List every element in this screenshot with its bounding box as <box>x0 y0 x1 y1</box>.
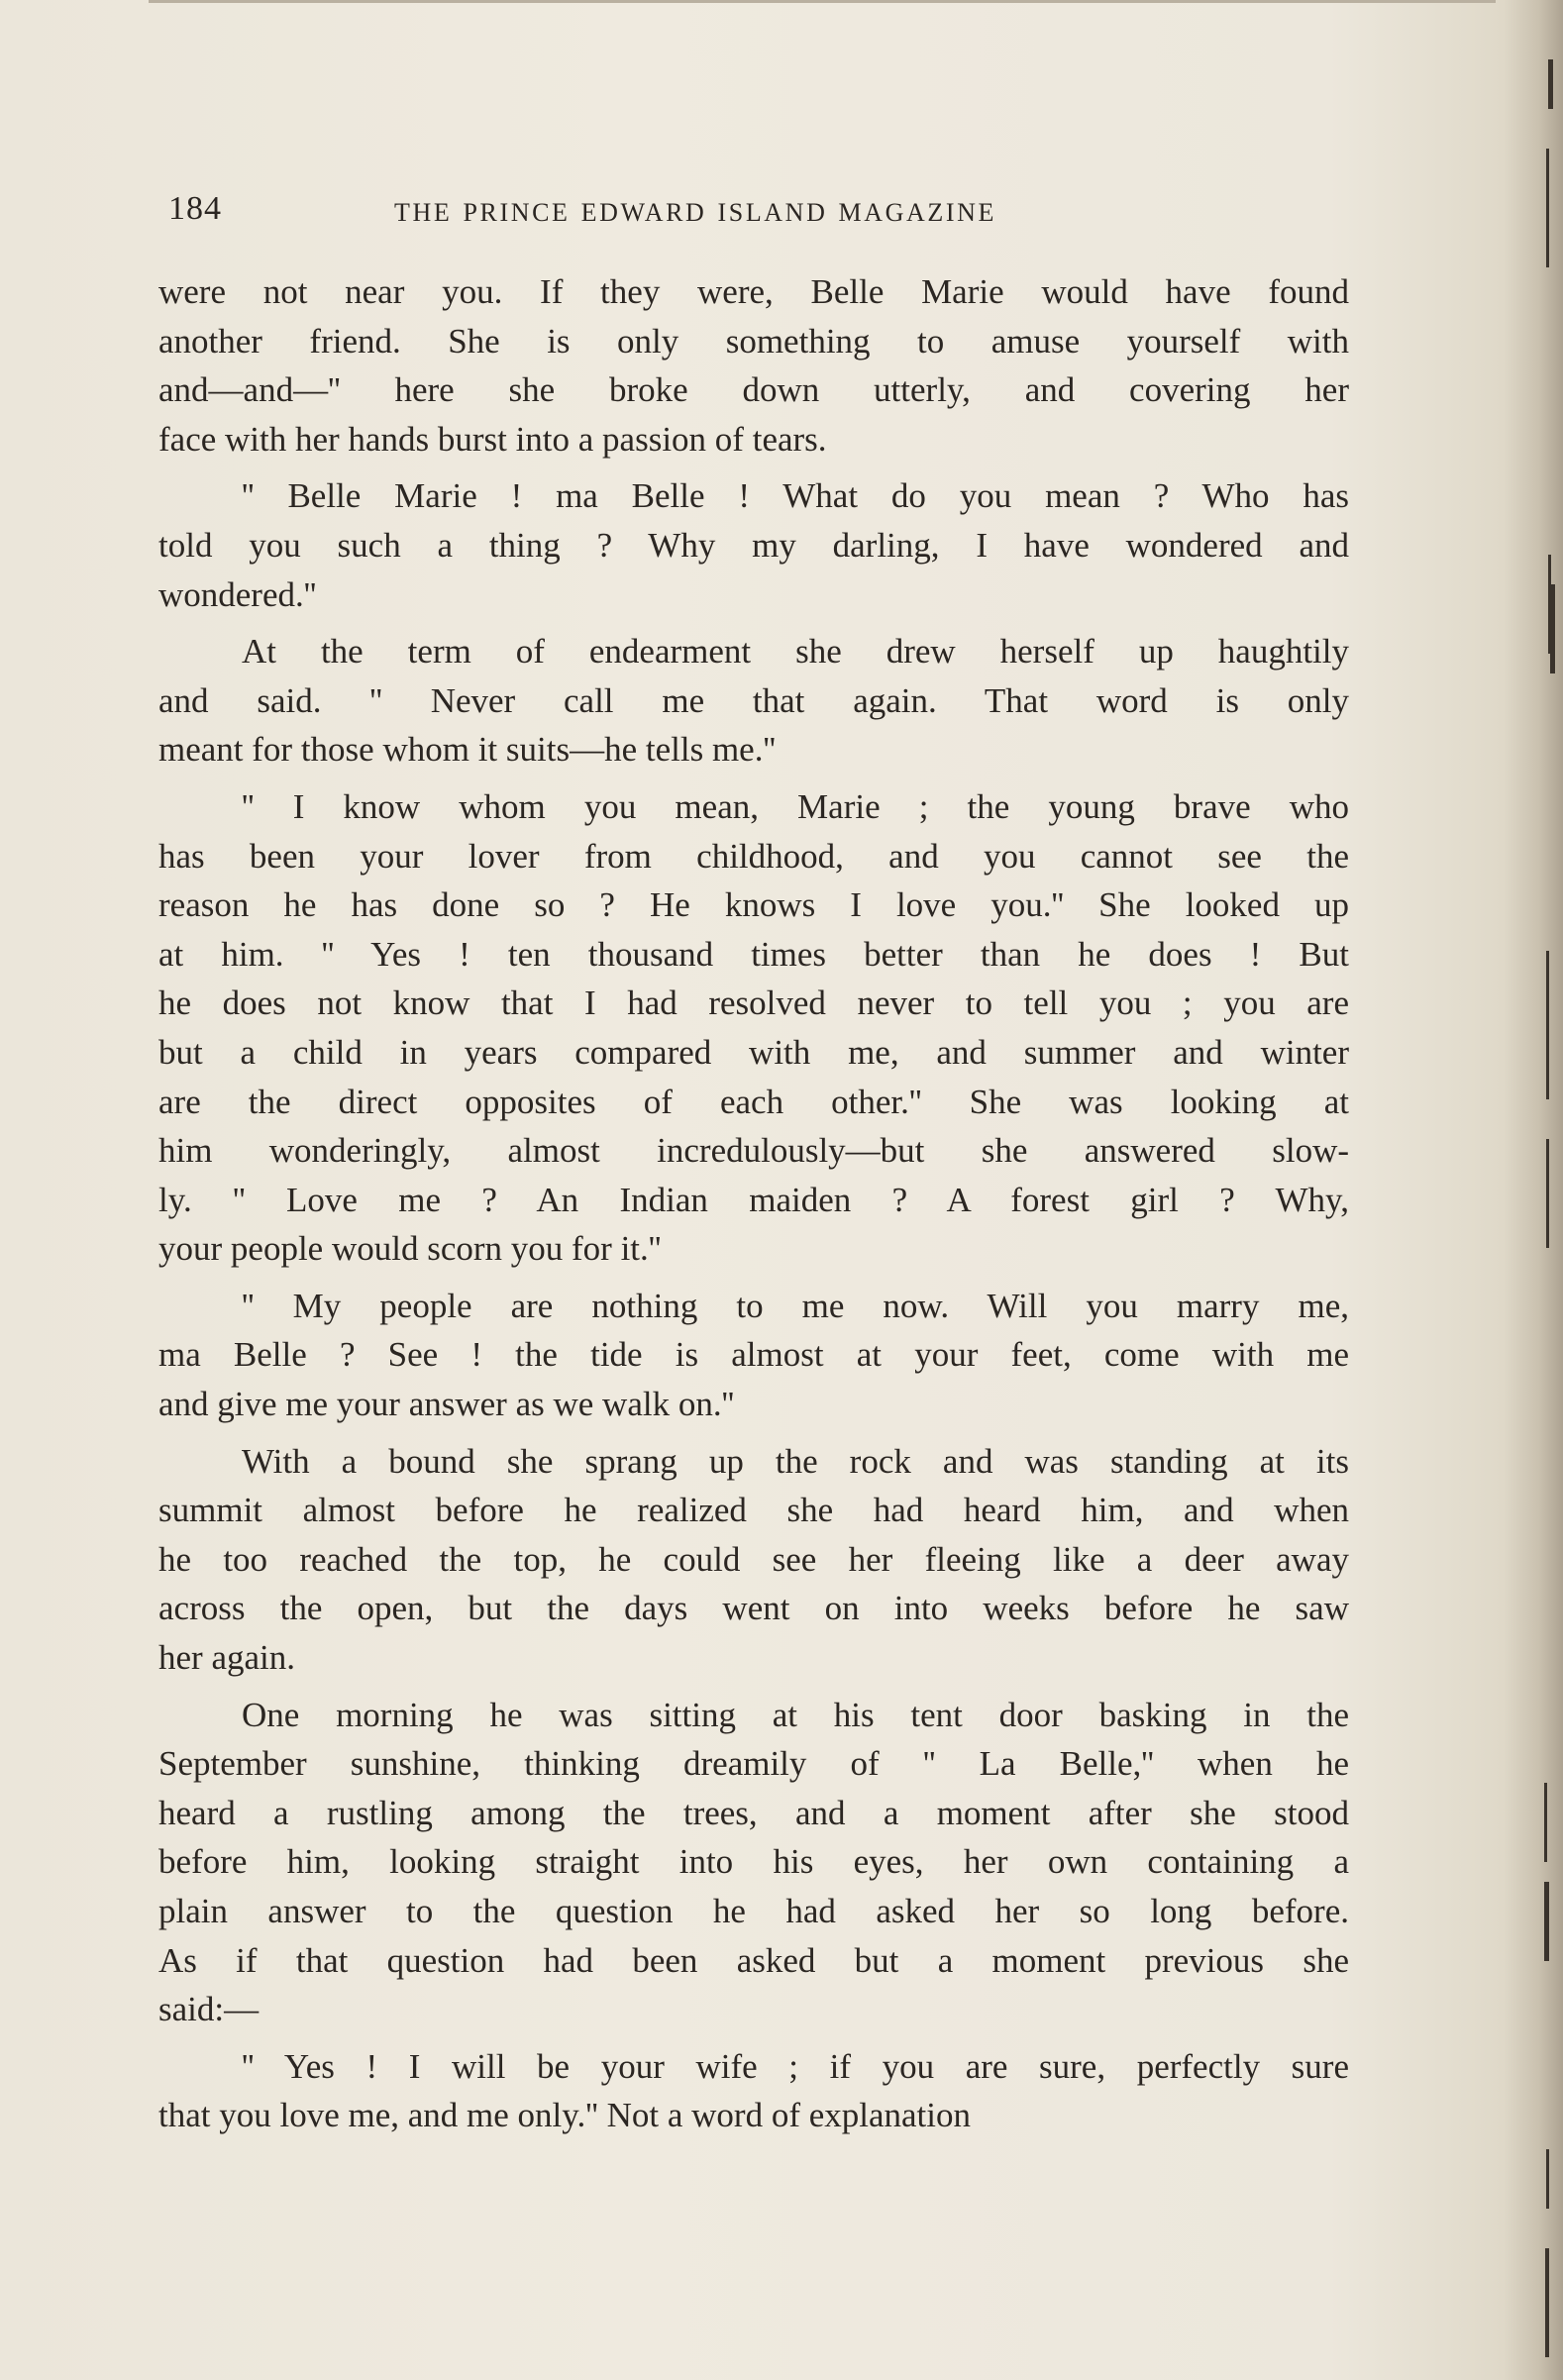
running-title: THE PRINCE EDWARD ISLAND MAGAZINE <box>394 198 996 227</box>
paragraph <box>158 1691 1349 2034</box>
text-line: '' My people are nothing to me now. Will you marry me, <box>242 1286 1349 1325</box>
text-line: and—and—'' here she broke down utterly, and covering her <box>158 370 1349 410</box>
text-line: and give me your answer as we walk on.'' <box>158 1385 735 1424</box>
text-line: before him, looking straight into his eyes, her own containing a <box>158 1842 1349 1882</box>
body-text <box>158 267 1349 2140</box>
text-line: he does not know that I had resolved never to tell you ; you are <box>158 983 1349 1023</box>
binding-edge-mark <box>1546 149 1549 267</box>
text-line: '' Belle Marie ! ma Belle ! What do you mean ? Who has <box>242 476 1349 516</box>
paragraph <box>158 471 1349 619</box>
binding-edge-mark <box>1544 1882 1549 1961</box>
text-line: With a bound she sprang up the rock and was standing at its <box>242 1441 1349 1481</box>
text-line: told you such a thing ? Why my darling, I have wondered and <box>158 525 1349 565</box>
top-rule <box>149 0 1496 3</box>
binding-edge-mark <box>1550 584 1555 673</box>
text-line: and said. '' Never call me that again. That word is only <box>158 680 1349 720</box>
text-line: that you love me, and me only.'' Not a word of explanation <box>158 2096 972 2135</box>
text-line: As if that question had been asked but a moment previous she <box>158 1940 1349 1980</box>
text-line: at him. '' Yes ! ten thousand times better than he does ! But <box>158 934 1349 974</box>
page-edge-shadow <box>1504 0 1563 2380</box>
text-line: across the open, but the days went on into weeks before he saw <box>158 1589 1349 1628</box>
text-line: are the direct opposites of each other.'' She was looking at <box>158 1082 1349 1121</box>
text-line: another friend. She is only something to amuse yourself with <box>158 321 1349 361</box>
text-line: ly. '' Love me ? An Indian maiden ? A forest girl ? Why, <box>158 1180 1349 1219</box>
text-line: One morning he was sitting at his tent door basking in the <box>242 1695 1349 1734</box>
text-line: ma Belle ? See ! the tide is almost at your feet, come with me <box>158 1335 1349 1375</box>
text-line: September sunshine, thinking dreamily of '' La Belle,'' when he <box>158 1744 1349 1784</box>
text-line: summit almost before he realized she had heard him, and when <box>158 1491 1349 1530</box>
binding-edge-mark <box>1545 2248 1549 2357</box>
binding-edge-mark <box>1546 951 1549 1099</box>
paragraph <box>158 267 1349 464</box>
binding-edge-mark <box>1546 1139 1549 1248</box>
text-line: has been your lover from childhood, and you cannot see the <box>158 836 1349 876</box>
text-line: him wonderingly, almost incredulously—but she answered slow- <box>158 1131 1349 1171</box>
text-line: meant for those whom it suits—he tells me.'' <box>158 730 777 770</box>
text-line: said:— <box>158 1990 260 2029</box>
text-line: '' I know whom you mean, Marie ; the young brave who <box>242 786 1349 826</box>
paragraph <box>158 1437 1349 1683</box>
text-line: heard a rustling among the trees, and a moment after she stood <box>158 1793 1349 1832</box>
text-line: but a child in years compared with me, and summer and winter <box>158 1032 1349 1072</box>
binding-edge-mark <box>1546 2149 1549 2209</box>
text-line: '' Yes ! I will be your wife ; if you are sure, perfectly sure <box>242 2046 1349 2086</box>
text-line: your people would scorn you for it.'' <box>158 1229 662 1269</box>
text-line: face with her hands burst into a passion of tears. <box>158 419 827 459</box>
text-line: wondered.'' <box>158 574 317 614</box>
paragraph <box>158 627 1349 775</box>
text-line: plain answer to the question he had asked her so long before. <box>158 1892 1349 1930</box>
binding-edge-mark <box>1544 1783 1547 1862</box>
running-head <box>168 190 1347 240</box>
paragraph <box>158 2042 1349 2140</box>
text-line: At the term of endearment she drew herself up haughtily <box>242 632 1349 672</box>
paragraph <box>158 1282 1349 1429</box>
text-line: he too reached the top, he could see her fleeing like a deer away <box>158 1539 1349 1579</box>
page-number: 184 <box>168 190 222 227</box>
text-line: her again. <box>158 1638 295 1678</box>
paragraph <box>158 782 1349 1274</box>
text-line: reason he has done so ? He knows I love you.'' She looked up <box>158 885 1349 925</box>
binding-edge-mark <box>1548 59 1553 109</box>
text-line: were not near you. If they were, Belle Marie would have found <box>158 272 1349 311</box>
